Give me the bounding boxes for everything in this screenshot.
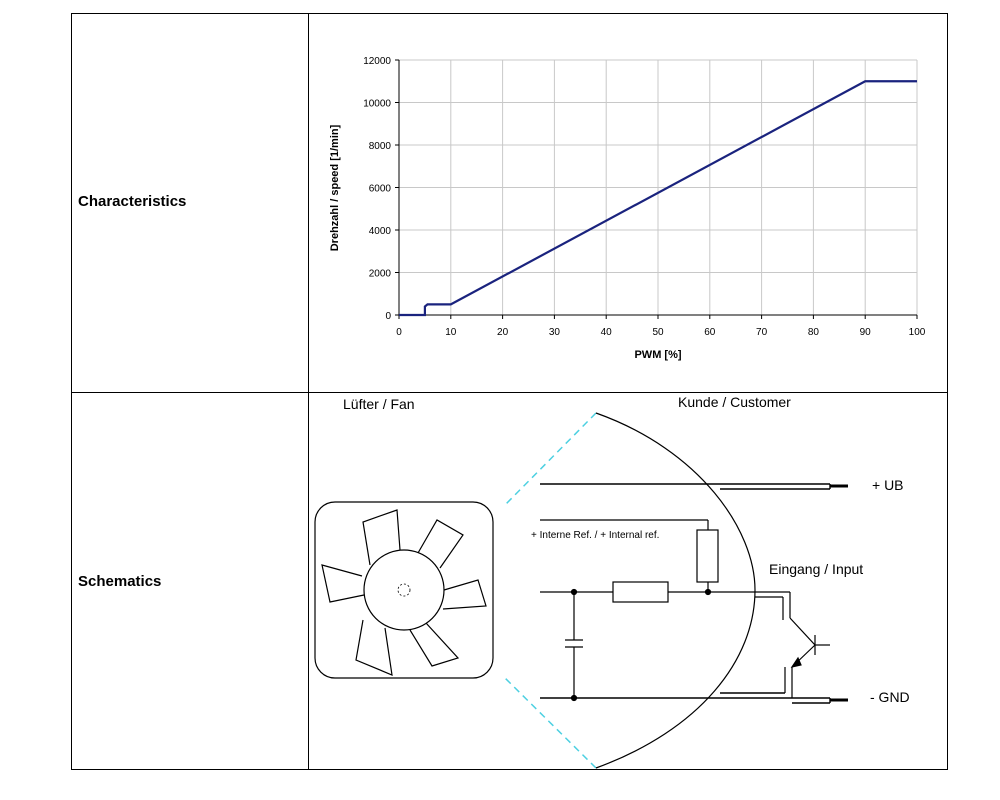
x-tick-label: 10 [445,327,457,338]
x-tick-label: 40 [600,327,612,338]
x-tick-label: 60 [704,327,716,338]
x-tick-label: 90 [859,327,871,338]
y-tick-label: 4000 [368,226,391,237]
y-tick-label: 10000 [363,98,391,110]
y-axis-label: Drehzahl / speed [1/min] [329,124,341,252]
x-tick-label: 20 [497,327,509,338]
y-tick-label: 2000 [368,268,391,280]
y-tick-label: 12000 [363,56,391,67]
customer-boundary [596,413,755,768]
y-tick-label: 6000 [368,183,391,195]
ub-label: + UB [872,477,904,493]
input-circuit [540,582,830,701]
x-axis-label: PWM [%] [634,349,682,361]
x-tick-label: 100 [908,327,926,338]
gnd-line [540,693,848,703]
input-label: Eingang / Input [769,561,864,577]
fan-label: Lüfter / Fan [343,396,415,412]
y-tick-label: 8000 [368,141,391,152]
x-tick-label: 50 [652,327,664,338]
y-tick-label: 0 [385,311,391,322]
x-tick-label: 70 [756,327,768,338]
x-tick-label: 30 [548,327,560,338]
gnd-label: - GND [870,689,910,705]
row-label-characteristics: Characteristics [78,193,187,210]
row-label-schematics: Schematics [78,573,162,590]
fan-icon [315,502,493,678]
customer-label: Kunde / Customer [678,394,791,410]
internal-ref-label: + Interne Ref. / + Internal ref. [531,530,660,541]
zoom-lines [505,413,596,768]
x-tick-label: 0 [396,327,402,338]
ub-line [540,484,848,489]
x-tick-label: 80 [807,327,819,338]
